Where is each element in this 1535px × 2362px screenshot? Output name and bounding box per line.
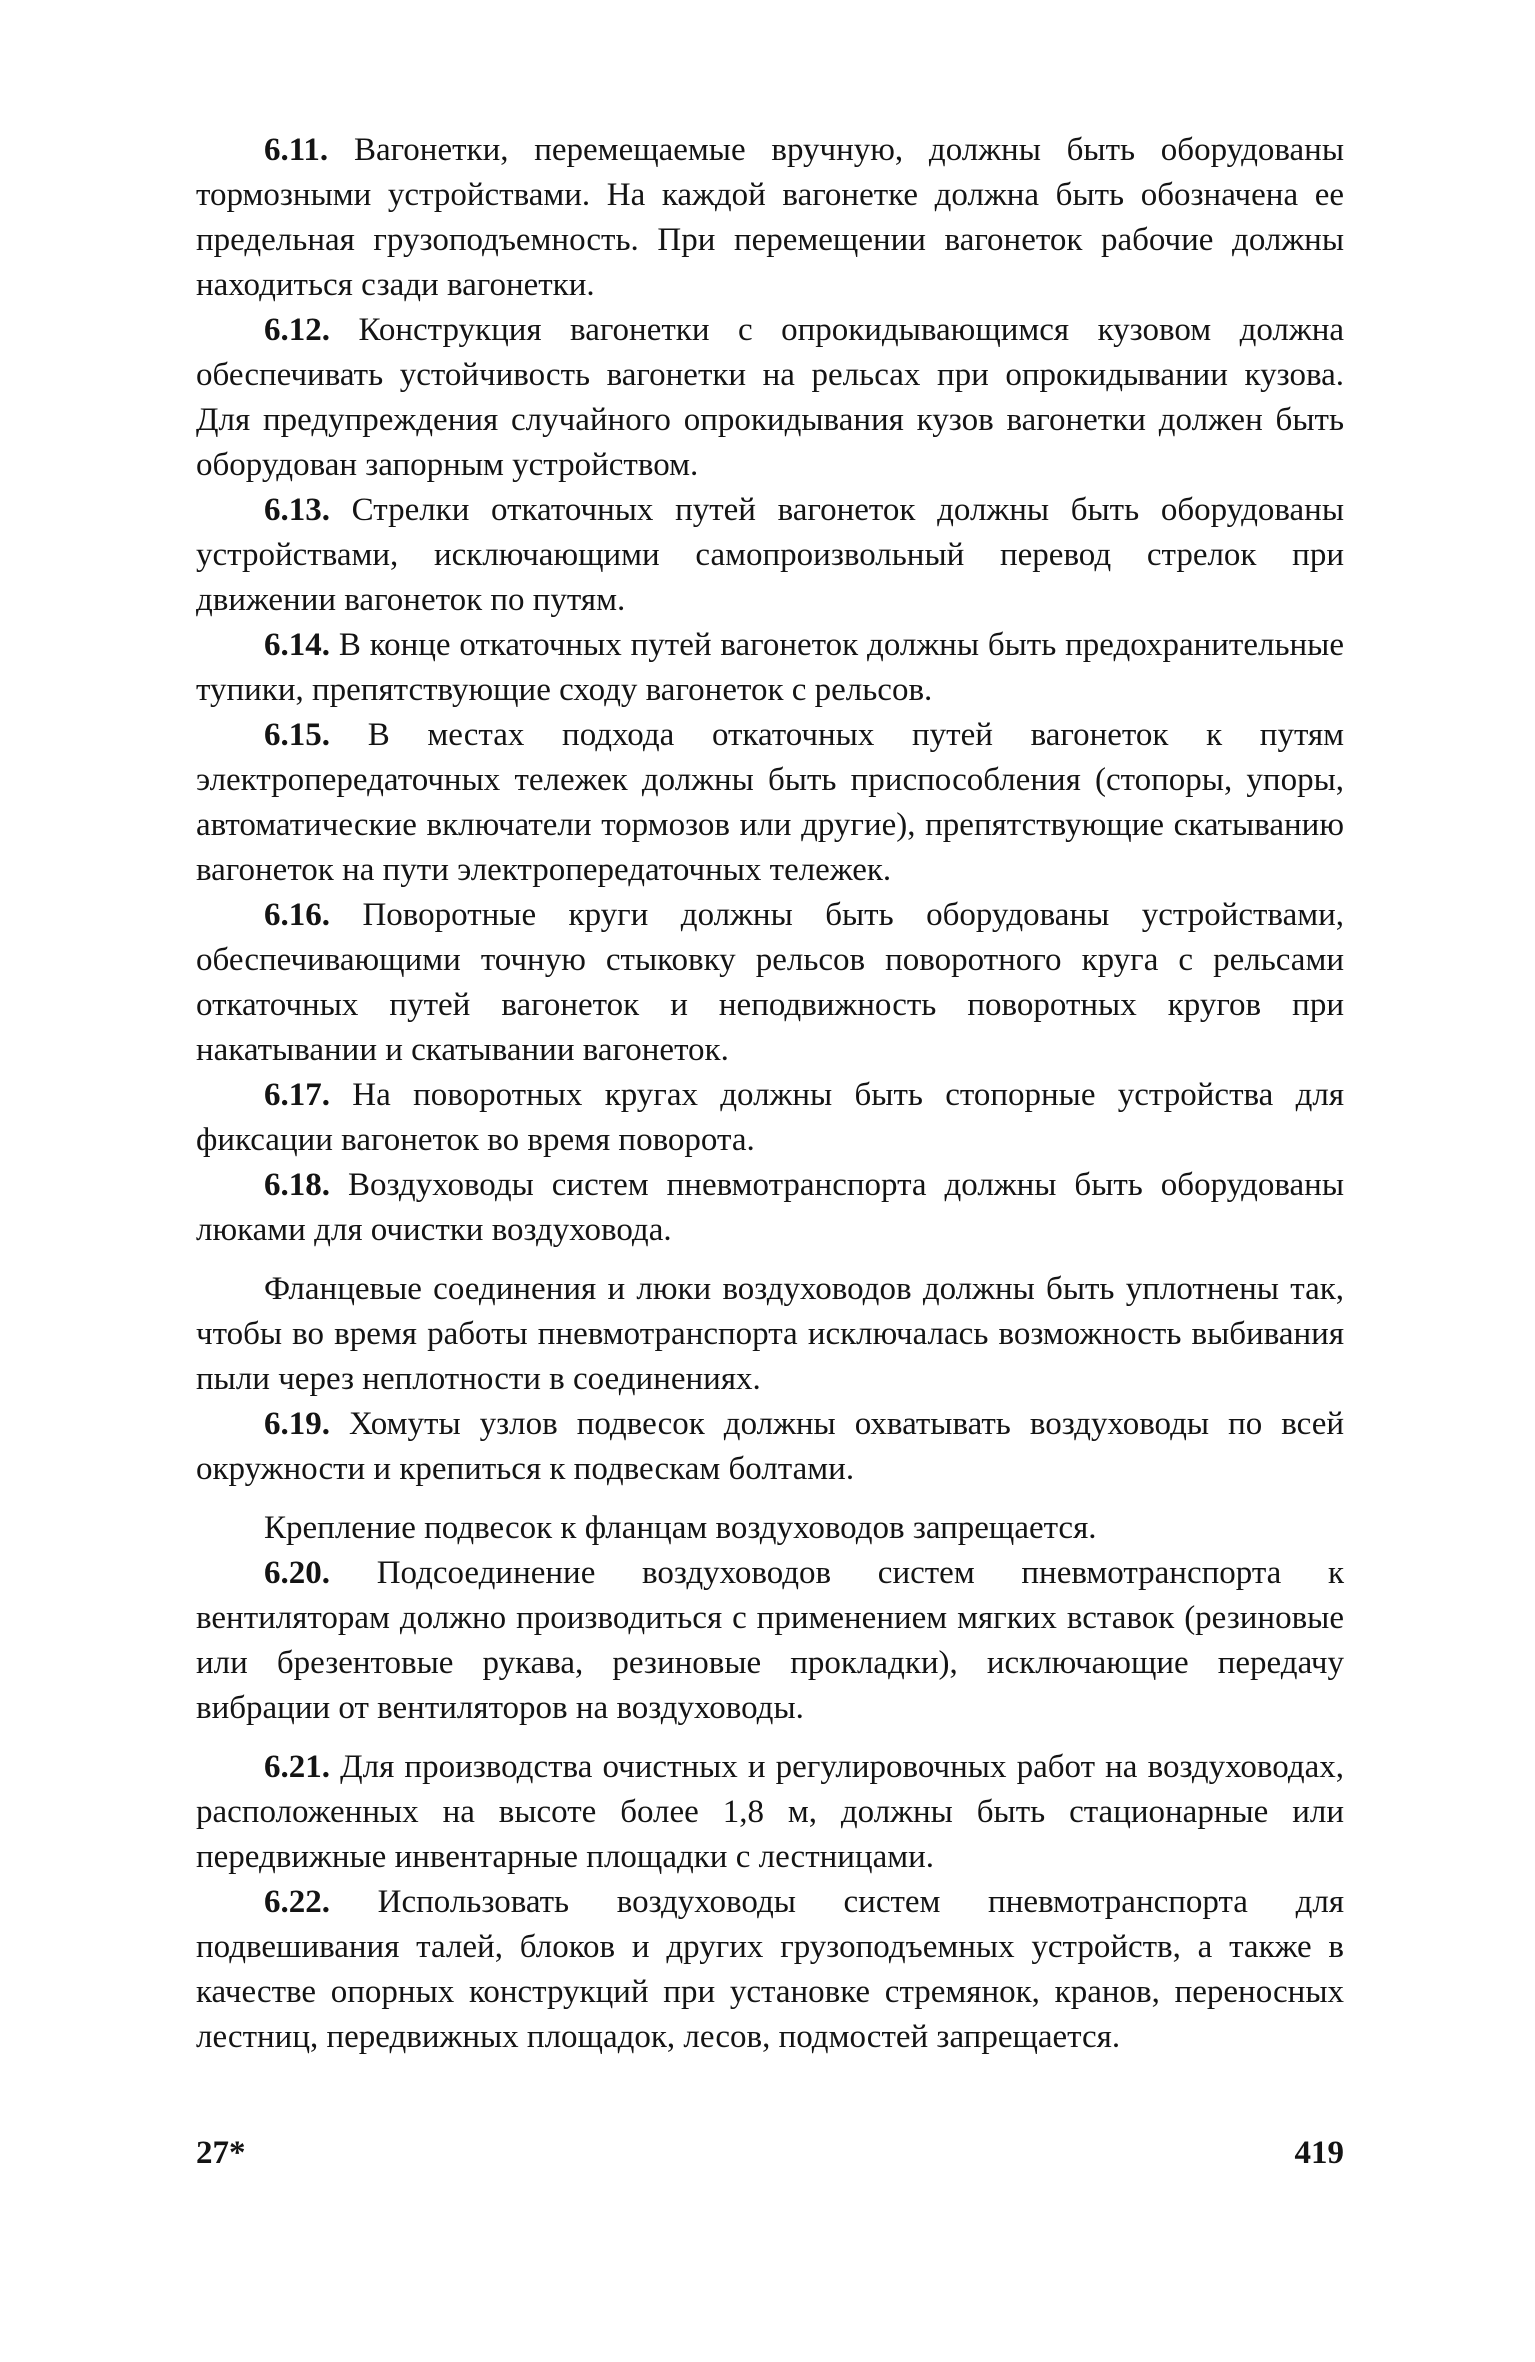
clause-text: Конструкция вагонетки с опрокидывающимся кузовом должна обеспечивать устойчивость вагонетки на рельсах при опрокидывании кузова. Для предупреждения случайного опрокидывания кузов вагонетки должен быть оборудован запорным устройством. xyxy=(196,312,1345,483)
clause-text: На поворотных кругах должны быть стопорные устройства для фиксации вагонеток во время поворота. xyxy=(196,1077,1345,1158)
paragraph-6-17 xyxy=(196,1073,1344,1163)
paragraph-6-15 xyxy=(196,713,1344,893)
clause-text: Стрелки откаточных путей вагонеток должны быть оборудованы устройствами, исключающими самопроизвольный перевод стрелок при движении вагонеток по путям. xyxy=(196,492,1345,618)
clause-text: В местах подхода откаточных путей вагонеток к путям электропередаточных тележек должны быть приспособления (стопоры, упоры, автоматические включатели тормозов или другие), препятствующие скатыванию вагонеток на пути электропередаточных тележек. xyxy=(196,717,1345,888)
clause-number: 6.13. xyxy=(264,492,330,528)
paragraph-6-18-continued xyxy=(196,1267,1344,1402)
paragraph-6-20 xyxy=(196,1551,1344,1731)
clause-number: 6.16. xyxy=(264,897,330,933)
page-footer xyxy=(196,2135,1344,2185)
clause-text: Хомуты узлов подвесок должны охватывать воздуховоды по всей окружности и крепиться к подвескам болтами. xyxy=(196,1406,1344,1487)
clause-number: 6.19. xyxy=(264,1406,330,1442)
clause-text: Для производства очистных и регулировочных работ на воздуховодах, расположенных на высоте более 1,8 м, должны быть стационарные или передвижные инвентарные площадки с лестницами. xyxy=(196,1749,1345,1875)
clause-text: Крепление подвесок к фланцам воздуховодов запрещается. xyxy=(264,1510,1097,1546)
clause-text: Фланцевые соединения и люки воздуховодов должны быть уплотнены так, чтобы во время работы пневмотранспорта исключалась возможность выбивания пыли через неплотности в соединениях. xyxy=(196,1271,1344,1397)
clause-text: Поворотные круги должны быть оборудованы устройствами, обеспечивающими точную стыковку рельсов поворотного круга с рельсами откаточных путей вагонеток и неподвижность поворотных кругов при накатывании и скатывании вагонеток. xyxy=(196,897,1345,1068)
clause-text: Подсоединение воздуховодов систем пневмотранспорта к вентиляторам должно производиться с применением мягких вставок (резиновые или брезентовые рукава, резиновые прокладки), исключающие передачу вибрации от вентиляторов на воздуховоды. xyxy=(196,1555,1345,1726)
paragraph-6-21 xyxy=(196,1745,1344,1880)
clause-number: 6.14. xyxy=(264,627,330,663)
clause-number: 6.11. xyxy=(264,132,329,168)
document-body xyxy=(196,128,1344,2060)
paragraph-6-18 xyxy=(196,1163,1344,1253)
paragraph-6-13 xyxy=(196,488,1344,623)
paragraph-6-19 xyxy=(196,1402,1344,1492)
clause-text: Вагонетки, перемещаемые вручную, должны быть оборудованы тормозными устройствами. На каждой вагонетке должна быть обозначена ее предельная грузоподъемность. При перемещении вагонеток рабочие должны находиться сзади вагонетки. xyxy=(196,132,1344,303)
clause-text: В конце откаточных путей вагонеток должны быть предохранительные тупики, препятствующие сходу вагонеток с рельсов. xyxy=(196,627,1344,708)
clause-number: 6.21. xyxy=(264,1749,330,1785)
paragraph-6-11 xyxy=(196,128,1344,308)
clause-text: Использовать воздуховоды систем пневмотранспорта для подвешивания талей, блоков и других грузоподъемных устройств, а также в качестве опорных конструкций при установке стремянок, кранов, переносных лестниц, передвижных площадок, лесов, подмостей запрещается. xyxy=(196,1884,1345,2055)
clause-number: 6.20. xyxy=(264,1555,330,1591)
page-number: 419 xyxy=(1294,2135,1344,2171)
paragraph-6-14 xyxy=(196,623,1344,713)
clause-number: 6.17. xyxy=(264,1077,330,1113)
clause-text: Воздуховоды систем пневмотранспорта должны быть оборудованы люками для очистки воздуховода. xyxy=(196,1167,1345,1248)
paragraph-6-16 xyxy=(196,893,1344,1073)
clause-number: 6.18. xyxy=(264,1167,330,1203)
paragraph-6-22 xyxy=(196,1880,1344,2060)
paragraph-6-12 xyxy=(196,308,1344,488)
clause-number: 6.22. xyxy=(264,1884,330,1920)
clause-number: 6.15. xyxy=(264,717,330,753)
signature-mark: 27* xyxy=(196,2135,246,2171)
clause-number: 6.12. xyxy=(264,312,330,348)
paragraph-6-19-continued xyxy=(196,1506,1344,1551)
